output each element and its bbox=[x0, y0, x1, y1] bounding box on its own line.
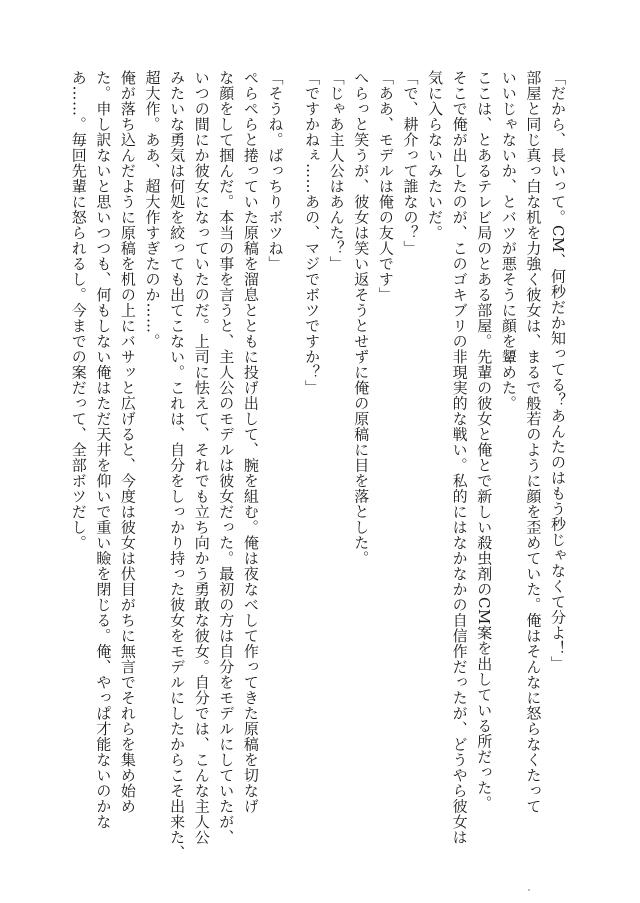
corner-dot bbox=[528, 889, 530, 891]
text-line: ここは、とあるテレビ局のとある部屋。先輩の彼女と俺とで新しい殺虫剤のCM案を出している所だった。 bbox=[475, 70, 494, 811]
text-line: 「そうね。ばっちりボツね」 bbox=[266, 70, 285, 272]
text-line: みたいな勇気は何処を絞っても出てこない。これは、自分をしっかり持った彼女をモデルにしたからこそ出来た、 bbox=[168, 70, 187, 861]
text-line: 「ああ、モデルは俺の友人です」 bbox=[376, 70, 395, 303]
vertical-text-block bbox=[66, 70, 570, 861]
text-line: ぺらぺらと捲っていた原稿を溜息とともに投げ出して、腕を組む。俺は夜なべして作ってきた原稿を切なげ bbox=[241, 70, 260, 814]
text-line: いつの間にか彼女になっていたのだ。上司に怯えて、それでも立ち向かう勇敢な彼女。自分では、こんな主人公 bbox=[192, 70, 211, 845]
text-line: 「ですかねぇ……あの、マジでボツですか？」 bbox=[303, 70, 322, 396]
text-line: 超大作。ああ、超大作すぎたのか……。 bbox=[143, 70, 162, 349]
text-line: 俺が落ち込んだように原稿を机の上にバサッと広げると、今度は彼女は伏目がちに無言でそれらを集め始め bbox=[118, 70, 137, 814]
text-line: あ……。毎回先輩に怒られるし。今までの案だって、全部ボツだし。 bbox=[69, 70, 88, 551]
text-line: 部屋と同じ真っ白な机を力強く彼女は、まるで般若のように顔を歪めていた。俺はそんなに怒らなくたって bbox=[524, 70, 543, 814]
text-line: いいじゃないか、とバツが悪そうに顔を顰めた。 bbox=[499, 70, 518, 411]
text-line: 「で、耕介って誰なの？」 bbox=[401, 70, 420, 256]
text-line: 気に入らないみたいだ。 bbox=[426, 70, 445, 241]
blank-line bbox=[287, 70, 299, 810]
text-line: 「じゃあ主人公はあんた？」 bbox=[327, 70, 346, 272]
text-line: へらっと笑うが、彼女は笑い返そうとせずに俺の原稿に目を落とした。 bbox=[352, 70, 371, 566]
text-line: た。申し訳ないと思いつつも、何もしない俺はただ天井を仰いで重い瞼を閉じる。俺、やっぱ才能ないのかな bbox=[94, 70, 113, 830]
text-line: そこで俺が出したのが、このゴキブリの非現実的な戦い。私的にはなかなかの自信作だったが、どうやら彼女は bbox=[450, 70, 469, 845]
text-line: 「だから、長いって。CM、何秒だか知ってる？あんたのはもう秒じゃなくて分よ！」 bbox=[549, 70, 567, 672]
text-line: な顔をして掴んだ。本当の事を言うと、主人公のモデルは彼女だった。最初の方は自分をモデルにしていたが、 bbox=[217, 70, 236, 845]
